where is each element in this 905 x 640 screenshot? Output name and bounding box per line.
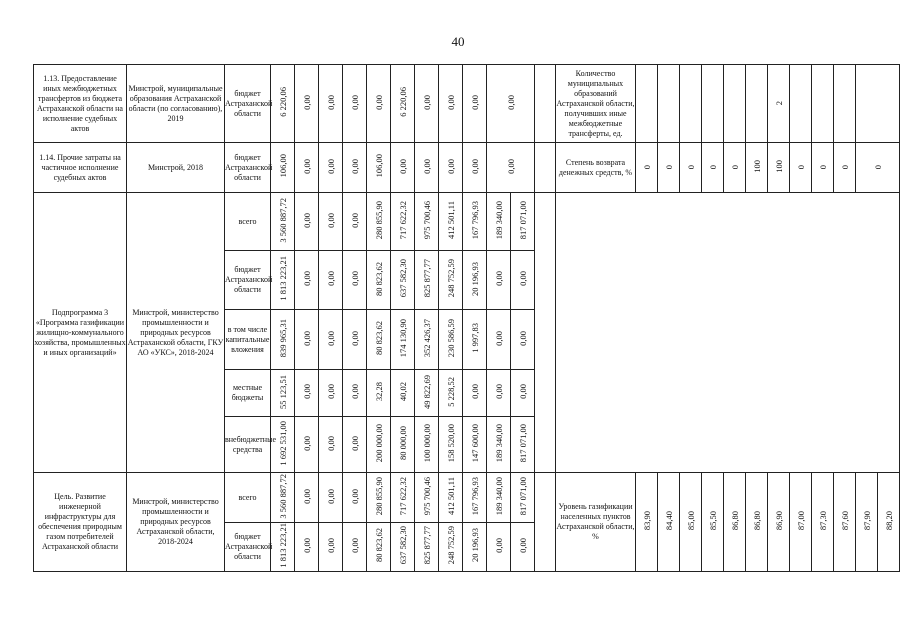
program-name: Подпрограмма 3 «Программа газификации жилищно-коммунального хозяйства, промышленных и иных организаций» xyxy=(34,193,127,473)
amount-cell xyxy=(295,251,319,310)
amount-cell-text: 0,00 xyxy=(349,330,360,346)
amount-cell-text: 0,00 xyxy=(517,330,528,346)
amount-cell-text: 0,00 xyxy=(505,158,516,174)
indicator-value xyxy=(724,473,746,572)
indicator-value-text: 86,80 xyxy=(751,510,762,530)
amount-cell xyxy=(463,523,487,572)
indicator-value xyxy=(658,473,680,572)
indicator-value xyxy=(856,143,900,193)
amount-cell xyxy=(487,523,511,572)
amount-cell xyxy=(367,193,391,251)
amount-cell-text: 0,00 xyxy=(397,158,408,174)
indicator-value-text: 2 xyxy=(773,101,784,106)
budget-table xyxy=(33,64,900,572)
amount-cell-text: 0,00 xyxy=(349,384,360,399)
amount-cell xyxy=(367,523,391,572)
amount-cell xyxy=(295,473,319,523)
amount-cell xyxy=(391,370,415,417)
amount-cell xyxy=(439,143,463,193)
indicator-empty xyxy=(556,193,900,473)
amount-cell-text: 1 813 223,21 xyxy=(277,256,288,301)
amount-cell-text: 80 823,62 xyxy=(373,528,384,563)
amount-cell-text: 412 501,11 xyxy=(445,477,456,515)
indicator-value-text: 0 xyxy=(839,165,850,170)
amount-cell-text: 167 796,93 xyxy=(469,200,480,240)
amount-cell xyxy=(511,473,535,523)
indicator-value xyxy=(790,473,812,572)
indicator-name: Уровень газификации населенных пунктов Астраханской области, % xyxy=(556,473,636,572)
amount-cell xyxy=(415,370,439,417)
amount-cell-text: 0,00 xyxy=(325,271,336,286)
amount-cell-text: 825 877,77 xyxy=(421,526,432,565)
amount-cell xyxy=(511,370,535,417)
amount-cell-text: 167 796,93 xyxy=(469,476,480,516)
amount-cell-text: 6 220,06 xyxy=(397,87,408,117)
amount-cell xyxy=(295,370,319,417)
amount-cell-text: 106,00 xyxy=(373,154,384,178)
amount-cell xyxy=(343,417,367,473)
amount-cell-text: 248 752,59 xyxy=(445,259,456,298)
amount-cell xyxy=(319,417,343,473)
indicator-value-text: 85,50 xyxy=(707,510,718,530)
amount-cell-text: 32,28 xyxy=(373,381,384,402)
amount-cell-text: 817 071,00 xyxy=(517,476,528,516)
indicator-value-text: 88,20 xyxy=(883,510,894,530)
amount-cell xyxy=(415,193,439,251)
amount-cell-text: 6 220,06 xyxy=(277,87,288,117)
amount-cell xyxy=(487,65,535,143)
amount-cell-text: 1 813 223,21 xyxy=(277,523,288,568)
amount-cell xyxy=(415,143,439,193)
amount-cell xyxy=(487,310,511,370)
amount-cell-text: 174 130,90 xyxy=(397,318,408,358)
amount-cell-text: 0,00 xyxy=(301,488,312,504)
amount-cell xyxy=(295,143,319,193)
indicator-value xyxy=(702,65,724,143)
amount-cell xyxy=(295,523,319,572)
amount-cell xyxy=(271,143,295,193)
amount-cell-text: 100 000,00 xyxy=(421,423,432,463)
amount-cell xyxy=(391,143,415,193)
amount-cell xyxy=(463,193,487,251)
amount-cell xyxy=(391,417,415,473)
amount-cell xyxy=(487,473,511,523)
indicator-value-text: 87,60 xyxy=(839,510,850,530)
executor: Минстрой, министерство промышленности и природных ресурсов Астраханской области, ГКУ АО «УКС», 2018-2024 xyxy=(127,193,225,473)
amount-cell xyxy=(439,417,463,473)
amount-cell-text: 158 520,00 xyxy=(445,423,456,463)
amount-cell-text: 230 586,59 xyxy=(445,318,456,358)
amount-cell-text: 0,00 xyxy=(325,537,336,553)
amount-cell xyxy=(463,143,487,193)
amount-cell xyxy=(343,143,367,193)
funding-source: всего xyxy=(225,193,271,251)
amount-cell-text: 0,00 xyxy=(445,94,456,110)
amount-cell xyxy=(367,251,391,310)
amount-cell xyxy=(271,65,295,143)
amount-cell xyxy=(343,473,367,523)
amount-cell xyxy=(439,310,463,370)
amount-cell xyxy=(295,65,319,143)
table-row xyxy=(34,473,900,523)
amount-cell-text: 49 822,69 xyxy=(421,374,432,409)
amount-cell-text: 280 855,90 xyxy=(373,476,384,516)
indicator-value xyxy=(790,143,812,193)
amount-cell-text: 280 855,90 xyxy=(373,200,384,240)
indicator-value xyxy=(746,143,768,193)
amount-cell-text: 0,00 xyxy=(349,435,360,451)
amount-cell-text: 189 340,00 xyxy=(493,423,504,463)
amount-cell-text: 0,00 xyxy=(373,94,384,110)
amount-cell-text: 0,00 xyxy=(301,212,312,228)
amount-cell xyxy=(295,310,319,370)
amount-cell-text: 352 426,37 xyxy=(421,318,432,358)
amount-cell-text: 0,00 xyxy=(445,158,456,174)
amount-cell xyxy=(271,193,295,251)
table-row xyxy=(34,65,900,143)
funding-source: бюджет Астраханской области xyxy=(225,143,271,193)
table-row xyxy=(34,143,900,193)
indicator-value xyxy=(812,65,834,143)
amount-cell-text: 0,00 xyxy=(421,158,432,174)
amount-cell-text: 0,00 xyxy=(301,330,312,346)
indicator-value-text: 100 xyxy=(773,159,784,173)
indicator-value xyxy=(746,473,768,572)
amount-cell-text: 0,00 xyxy=(301,435,312,451)
amount-cell xyxy=(319,193,343,251)
amount-cell-text: 55 123,51 xyxy=(277,374,288,409)
program-name: Цель. Развитие инженерной инфраструктуры для обеспечения природным газом потребителей Астраханской области xyxy=(34,473,127,572)
amount-cell xyxy=(415,251,439,310)
indicator-value-text: 86,90 xyxy=(773,510,784,530)
amount-cell xyxy=(295,417,319,473)
amount-cell xyxy=(367,310,391,370)
amount-cell-text: 0,00 xyxy=(325,435,336,451)
indicator-value xyxy=(702,473,724,572)
amount-cell-text: 80 823,62 xyxy=(373,321,384,355)
amount-cell-text: 0,00 xyxy=(325,94,336,110)
indicator-value xyxy=(680,143,702,193)
indicator-value xyxy=(768,143,790,193)
amount-cell xyxy=(319,251,343,310)
table-row xyxy=(34,193,900,251)
amount-cell xyxy=(271,523,295,572)
amount-cell-text: 189 340,00 xyxy=(493,200,504,240)
indicator-value-text: 0 xyxy=(707,165,718,170)
funding-source: внебюджетные средства xyxy=(225,417,271,473)
indicator-value xyxy=(856,473,878,572)
amount-cell-text: 0,00 xyxy=(325,384,336,399)
amount-cell xyxy=(391,251,415,310)
indicator-value xyxy=(768,473,790,572)
amount-cell-text: 0,00 xyxy=(349,537,360,553)
amount-cell xyxy=(511,193,535,251)
spacer-cell xyxy=(535,473,556,572)
indicator-value-text: 87,00 xyxy=(795,510,806,530)
amount-cell xyxy=(487,417,511,473)
amount-cell xyxy=(415,65,439,143)
amount-cell-text: 0,00 xyxy=(469,94,480,110)
amount-cell xyxy=(367,65,391,143)
amount-cell xyxy=(439,370,463,417)
amount-cell-text: 0,00 xyxy=(469,384,480,399)
amount-cell-text: 0,00 xyxy=(301,271,312,286)
executor: Минстрой, муниципальные образования Астраханской области (по согласованию), 2019 xyxy=(127,65,225,143)
indicator-value xyxy=(834,473,856,572)
amount-cell-text: 0,00 xyxy=(301,158,312,174)
executor: Минстрой, министерство промышленности и природных ресурсов Астраханской области, 2018-2024 xyxy=(127,473,225,572)
indicator-value-text: 0 xyxy=(872,165,883,170)
indicator-value-text: 83,90 xyxy=(641,510,652,530)
program-name: 1.13. Предоставление иных межбюджетных трансфертов из бюджета Астраханской области на исполнение судебных актов xyxy=(34,65,127,143)
amount-cell-text: 817 071,00 xyxy=(517,423,528,463)
indicator-value-text: 100 xyxy=(751,159,762,173)
indicator-value xyxy=(636,143,658,193)
amount-cell xyxy=(367,417,391,473)
amount-cell-text: 80 000,00 xyxy=(397,426,408,460)
amount-cell xyxy=(415,417,439,473)
amount-cell-text: 717 622,32 xyxy=(397,200,408,240)
funding-source: всего xyxy=(225,473,271,523)
amount-cell-text: 248 752,59 xyxy=(445,526,456,565)
amount-cell-text: 0,00 xyxy=(349,488,360,504)
amount-cell-text: 80 823,62 xyxy=(373,261,384,296)
indicator-value xyxy=(878,473,900,572)
amount-cell-text: 189 340,00 xyxy=(493,476,504,516)
amount-cell-text: 825 877,77 xyxy=(421,259,432,298)
indicator-value xyxy=(724,143,746,193)
amount-cell xyxy=(295,193,319,251)
program-name: 1.14. Прочие затраты на частичное исполнение судебных актов xyxy=(34,143,127,193)
indicator-value xyxy=(680,473,702,572)
indicator-value xyxy=(834,65,856,143)
amount-cell xyxy=(367,143,391,193)
indicator-value xyxy=(636,473,658,572)
indicator-value xyxy=(724,65,746,143)
amount-cell xyxy=(319,310,343,370)
amount-cell-text: 106,00 xyxy=(277,154,288,178)
indicator-value xyxy=(812,143,834,193)
funding-source: бюджет Астраханской области xyxy=(225,251,271,310)
amount-cell xyxy=(463,251,487,310)
amount-cell xyxy=(271,251,295,310)
indicator-value xyxy=(834,143,856,193)
amount-cell-text: 0,00 xyxy=(517,384,528,399)
amount-cell-text: 412 501,11 xyxy=(445,201,456,239)
indicator-value xyxy=(768,65,790,143)
amount-cell-text: 0,00 xyxy=(325,158,336,174)
indicator-value xyxy=(658,143,680,193)
indicator-value-text: 86,80 xyxy=(729,510,740,530)
amount-cell-text: 0,00 xyxy=(493,330,504,346)
spacer-cell xyxy=(535,143,556,193)
amount-cell-text: 0,00 xyxy=(493,271,504,286)
amount-cell-text: 0,00 xyxy=(349,94,360,110)
amount-cell-text: 1 997,83 xyxy=(469,323,480,353)
amount-cell xyxy=(439,251,463,310)
executor: Минстрой, 2018 xyxy=(127,143,225,193)
amount-cell xyxy=(391,310,415,370)
amount-cell-text: 975 700,46 xyxy=(421,200,432,240)
amount-cell-text: 0,00 xyxy=(493,384,504,399)
amount-cell xyxy=(343,523,367,572)
amount-cell xyxy=(463,417,487,473)
indicator-value xyxy=(636,65,658,143)
amount-cell xyxy=(415,310,439,370)
indicator-name: Количество муниципальных образований Астраханской области, получивших иные межбюджетные трансферты, ед. xyxy=(556,65,636,143)
indicator-value-text: 0 xyxy=(641,165,652,170)
amount-cell xyxy=(391,473,415,523)
amount-cell-text: 0,00 xyxy=(325,488,336,504)
indicator-value-text: 0 xyxy=(817,165,828,170)
amount-cell-text: 0,00 xyxy=(349,158,360,174)
amount-cell xyxy=(487,193,511,251)
indicator-value-text: 0 xyxy=(663,165,674,170)
page-number: 40 xyxy=(451,34,465,49)
indicator-value-text: 87,90 xyxy=(861,510,872,530)
amount-cell-text: 3 560 887,72 xyxy=(277,473,288,519)
amount-cell xyxy=(511,523,535,572)
amount-cell-text: 0,00 xyxy=(301,384,312,399)
amount-cell xyxy=(463,473,487,523)
amount-cell-text: 200 000,00 xyxy=(373,423,384,463)
amount-cell-text: 839 965,31 xyxy=(277,318,288,358)
amount-cell-text: 1 692 531,00 xyxy=(277,420,288,466)
indicator-value xyxy=(702,143,724,193)
amount-cell xyxy=(343,310,367,370)
amount-cell xyxy=(271,417,295,473)
amount-cell-text: 0,00 xyxy=(505,94,516,110)
indicator-value xyxy=(680,65,702,143)
amount-cell xyxy=(319,143,343,193)
amount-cell xyxy=(343,193,367,251)
amount-cell-text: 0,00 xyxy=(493,537,504,553)
amount-cell-text: 0,00 xyxy=(301,537,312,553)
amount-cell xyxy=(415,473,439,523)
amount-cell-text: 0,00 xyxy=(517,271,528,286)
amount-cell xyxy=(439,193,463,251)
amount-cell xyxy=(415,523,439,572)
amount-cell xyxy=(319,473,343,523)
indicator-value xyxy=(790,65,812,143)
amount-cell-text: 0,00 xyxy=(517,537,528,553)
amount-cell xyxy=(319,65,343,143)
amount-cell-text: 0,00 xyxy=(469,158,480,174)
amount-cell-text: 0,00 xyxy=(301,94,312,110)
amount-cell xyxy=(463,310,487,370)
amount-cell xyxy=(463,65,487,143)
indicator-value xyxy=(856,65,900,143)
amount-cell xyxy=(367,370,391,417)
amount-cell-text: 0,00 xyxy=(325,330,336,346)
amount-cell xyxy=(391,193,415,251)
amount-cell xyxy=(439,523,463,572)
amount-cell xyxy=(343,251,367,310)
amount-cell xyxy=(511,310,535,370)
amount-cell-text: 0,00 xyxy=(349,271,360,286)
amount-cell-text: 817 071,00 xyxy=(517,200,528,240)
indicator-value-text: 87,30 xyxy=(817,510,828,530)
amount-cell xyxy=(511,251,535,310)
spacer-cell xyxy=(535,65,556,143)
indicator-value-text: 0 xyxy=(729,165,740,170)
indicator-value xyxy=(746,65,768,143)
amount-cell xyxy=(271,473,295,523)
amount-cell xyxy=(487,370,511,417)
amount-cell xyxy=(463,370,487,417)
funding-source: бюджет Астраханской области xyxy=(225,523,271,572)
amount-cell xyxy=(391,523,415,572)
amount-cell xyxy=(271,310,295,370)
amount-cell-text: 20 196,93 xyxy=(469,261,480,296)
amount-cell-text: 147 600,00 xyxy=(469,423,480,463)
amount-cell-text: 975 700,46 xyxy=(421,476,432,516)
amount-cell xyxy=(487,143,535,193)
amount-cell xyxy=(439,473,463,523)
amount-cell-text: 0,00 xyxy=(325,212,336,228)
spacer-cell xyxy=(535,193,556,473)
indicator-name: Степень возврата денежных средств, % xyxy=(556,143,636,193)
amount-cell xyxy=(487,251,511,310)
indicator-value xyxy=(812,473,834,572)
amount-cell xyxy=(271,370,295,417)
indicator-value xyxy=(658,65,680,143)
amount-cell xyxy=(439,65,463,143)
amount-cell-text: 0,00 xyxy=(421,94,432,110)
amount-cell xyxy=(319,523,343,572)
amount-cell-text: 40,02 xyxy=(397,381,408,402)
funding-source: бюджет Астраханской области xyxy=(225,65,271,143)
funding-source: в том числе капитальные вложения xyxy=(225,310,271,370)
amount-cell-text: 5 228,52 xyxy=(445,376,456,407)
amount-cell-text: 637 582,30 xyxy=(397,526,408,565)
amount-cell-text: 717 622,32 xyxy=(397,476,408,516)
amount-cell xyxy=(367,473,391,523)
amount-cell-text: 0,00 xyxy=(349,212,360,228)
indicator-value-text: 0 xyxy=(795,165,806,170)
amount-cell xyxy=(343,370,367,417)
amount-cell-text: 3 560 887,72 xyxy=(277,197,288,243)
amount-cell xyxy=(511,417,535,473)
amount-cell xyxy=(319,370,343,417)
indicator-value-text: 0 xyxy=(685,165,696,170)
indicator-value-text: 85,00 xyxy=(685,510,696,530)
amount-cell-text: 20 196,93 xyxy=(469,528,480,563)
funding-source: местные бюджеты xyxy=(225,370,271,417)
amount-cell-text: 637 582,30 xyxy=(397,259,408,298)
indicator-value-text: 84,40 xyxy=(663,510,674,530)
amount-cell xyxy=(343,65,367,143)
amount-cell xyxy=(391,65,415,143)
